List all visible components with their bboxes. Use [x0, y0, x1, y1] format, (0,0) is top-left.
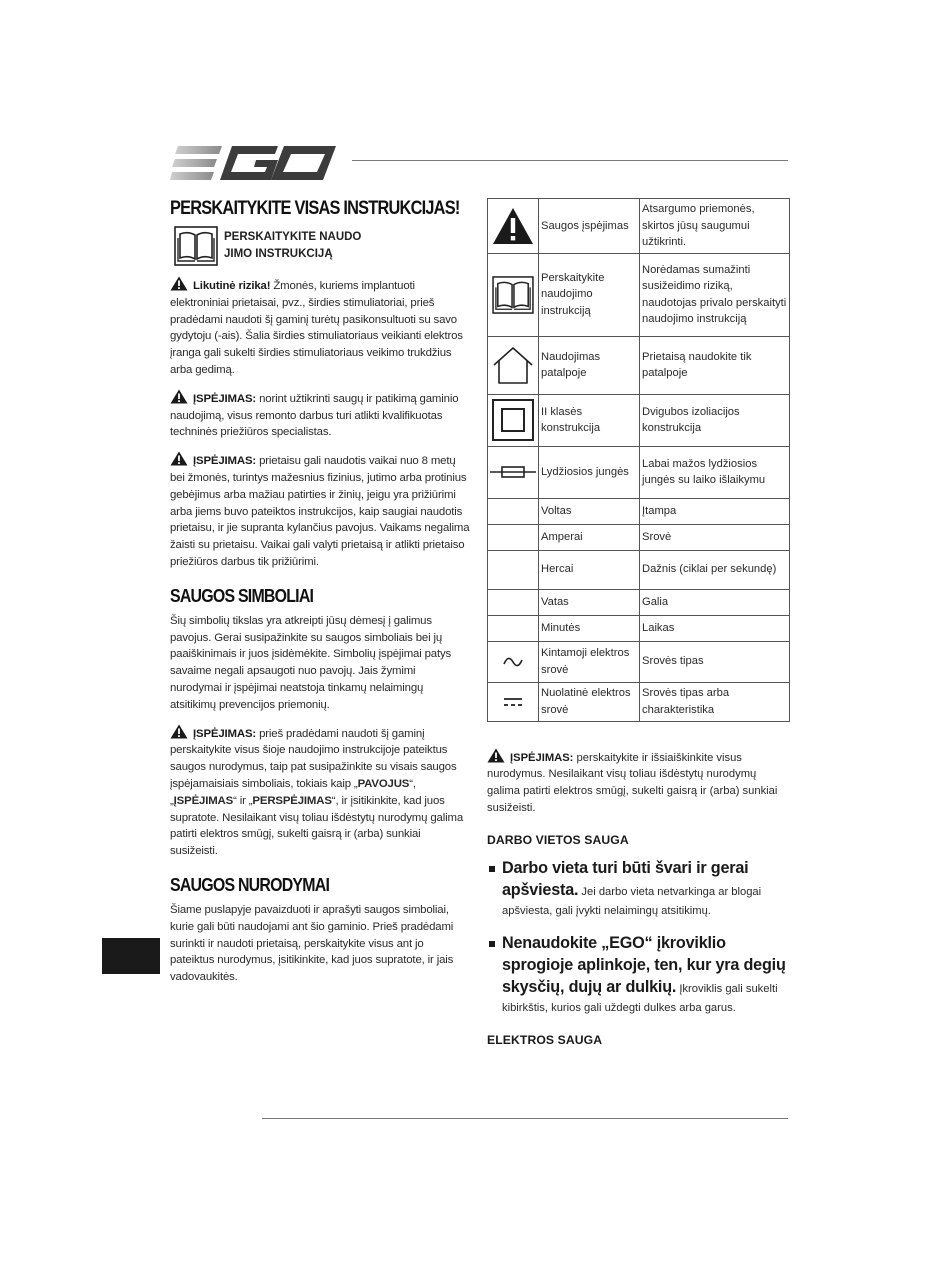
bullet-text: Įkroviklis gali sukelti kibirkštis, kurios gali uždegti dulkes arba garus.: [502, 982, 778, 1014]
table-row: [488, 498, 790, 524]
warning-read-all-text-a: prieš pradėdami naudoti šį gaminį perskaitykite visus šioje naudojimo instrukcijoje pateiktus saugos nurodymus, taip pat susipažinkite su visais saugos įspėjamaisiais simboliais, tokiais kaip „: [170, 727, 457, 790]
signal-word-warning: ĮSPĖJIMAS: [173, 794, 234, 807]
symbol-description: Labai mažos lydžiosios jungės su laiko išlaikymu: [640, 446, 790, 498]
symbol-cell: [488, 394, 539, 446]
symbol-cell: [488, 550, 539, 589]
warning-read-instructions-text: perskaitykite ir išsiaiškinkite visus nurodymus. Nesilaikant visų toliau išdėstytų nurodymų galima patirti elektros smūgį, sukelti gaisrą ir (arba) sunkiai susižeisti.: [487, 751, 778, 814]
warning-triangle-icon: [170, 389, 188, 404]
symbol-cell: [488, 524, 539, 550]
symbol-description: Prietaisą naudokite tik patalpoje: [640, 336, 790, 394]
residual-risk-text: Žmonės, kuriems implantuoti elektroniniai prietaisai, pvz., širdies stimuliatoriai, prieš pradėdami naudoti šį gaminį turėtų pasikonsultuoti su savo gydytoju (-ais). Šalia širdies stimuliatoriaus veikianti elektros įranga gali sukelti širdies stimuliatoriaus veikimo trukdžius arba gedimą.: [170, 280, 463, 376]
warning-repair-text: norint užtikrinti saugų ir patikimą gaminio naudojimą, visus remonto darbus turi atlikti kvalifikuotas techninės priežiūros specialistas.: [170, 392, 459, 439]
symbol-description: Srovės tipas: [640, 641, 790, 682]
open-book-icon: [174, 226, 218, 266]
symbol-description: Galia: [640, 589, 790, 615]
symbol-cell: [488, 336, 539, 394]
symbol-name: II klasės konstrukcija: [539, 394, 640, 446]
safety-symbols-paragraph: Šių simbolių tikslas yra atkreipti jūsų dėmesį į galimus pavojus. Gerai susipažinkite su saugos simboliais bei jų paaiškinimais ir juos įsidėmėkite. Simbolių įspėjimai patys savaime negali apsaugoti nuo pavojų. Jais žymimi nurodymai ir įspėjimai neatstoja tinkamų nelaimingų atsitikimų prevencijos priemonių.: [170, 614, 452, 711]
symbol-name: Nuolatinė elektros srovė: [539, 682, 640, 721]
symbol-description: Atsargumo priemonės, skirtos jūsų saugumui užtikrinti.: [640, 199, 790, 254]
list-item: [487, 932, 790, 1017]
symbol-cell: [488, 641, 539, 682]
symbol-name: Lydžiosios jungės: [539, 446, 640, 498]
symbol-name: Naudojimas patalpoje: [539, 336, 640, 394]
manual-text-line2: JIMO INSTRUKCIJĄ: [224, 248, 333, 260]
symbol-cell: [488, 446, 539, 498]
ego-logo: [170, 144, 338, 182]
table-row: [488, 446, 790, 498]
warning-children-text: prietaisu gali naudotis vaikai nuo 8 metų bei žmonės, turintys mažesnius fizinius, jutimo arba protinius gebėjimus arba mažiau patirties ir žinių, jeigu yra prižiūrimi arba jiems buvo pateiktos instrukcijos, kaip saugiai naudotis prietaisu, ir jie supranta kylančius pavojus. Vaikams negalima žaisti su prietaisu. Vaikai gali valyti prietaisą ir atlikti prietaiso priežiūros darbus tik prižiūrimi.: [170, 455, 470, 568]
symbol-cell: [488, 498, 539, 524]
double-square-icon: [491, 398, 535, 442]
warning-triangle-icon: [170, 276, 188, 291]
symbol-name: Kintamoji elektros srovė: [539, 641, 640, 682]
electrical-safety-heading: ELEKTROS SAUGA: [487, 1032, 603, 1047]
open-book-icon: [492, 276, 534, 314]
table-row: [488, 682, 790, 721]
safety-symbols-heading: SAUGOS SIMBOLIAI: [170, 584, 314, 606]
residual-risk-label: Likutinė rizika!: [193, 280, 271, 292]
symbol-name: Amperai: [539, 524, 640, 550]
symbol-description: Srovė: [640, 524, 790, 550]
warning-children-paragraph: [170, 451, 470, 571]
bullet-text: Jei darbo vieta netvarkinga ar blogai apšviesta, gali įvykti nelaimingų atsitikimų.: [502, 885, 762, 917]
symbol-description: Įtampa: [640, 498, 790, 524]
left-column: [170, 198, 470, 996]
signal-word-danger: PAVOJUS: [357, 777, 410, 790]
warning-read-instructions-paragraph: [487, 748, 790, 817]
table-row: [488, 336, 790, 394]
language-tab-marker: [102, 938, 160, 974]
table-row: [488, 253, 790, 336]
warning-triangle-icon: [487, 748, 505, 763]
workplace-safety-heading: DARBO VIETOS SAUGA: [487, 832, 629, 847]
bullet-marker: [489, 866, 495, 872]
table-row: [488, 641, 790, 682]
symbol-name: Vatas: [539, 589, 640, 615]
warning-read-all-text-d: “, ir įsitikinkite, kad juos supratote. Nesilaikant visų toliau išdėstytų nurodymų galima patirti elektros smūgį, sukelti gaisrą ir (arba) sunkiai susižeisti.: [170, 794, 464, 858]
manual-text-line1: PERSKAITYKITE NAUDO: [224, 231, 362, 243]
symbol-cell: [488, 253, 539, 336]
footer-rule: [262, 1118, 788, 1119]
symbols-table: [487, 198, 790, 722]
warning-triangle-icon: [170, 724, 188, 739]
read-manual-notice: [174, 226, 470, 266]
symbol-cell: [488, 589, 539, 615]
table-row: [488, 589, 790, 615]
warning-label: ĮSPĖJIMAS:: [193, 727, 257, 740]
symbol-name: Saugos įspėjimas: [539, 199, 640, 254]
warning-read-all-paragraph: [170, 724, 470, 860]
alternating-current-icon: [502, 656, 524, 668]
direct-current-icon: [502, 696, 524, 708]
bullet-heading: Nenaudokite „EGO“ įkroviklio sprogioje aplinkoje, ten, kur yra degių skysčių, dujų ar dulkių.: [502, 933, 786, 996]
table-row: [488, 550, 790, 589]
warning-repair-paragraph: [170, 389, 470, 441]
symbol-name: Perskaitykite naudojimo instrukciją: [539, 253, 640, 336]
symbol-description: Dažnis (ciklai per sekundę): [640, 550, 790, 589]
warning-read-all-text-b: “, „: [170, 777, 416, 807]
table-row: [488, 524, 790, 550]
bullet-heading: Darbo vieta turi būti švari ir gerai apšviesta.: [502, 858, 749, 899]
fuse-icon: [490, 465, 536, 479]
warning-label: ĮSPĖJIMAS:: [510, 751, 574, 764]
safety-instructions-heading: SAUGOS NURODYMAI: [170, 873, 330, 895]
symbol-name: Voltas: [539, 498, 640, 524]
symbol-cell: [488, 615, 539, 641]
right-column: [487, 198, 790, 1057]
symbol-cell: [488, 682, 539, 721]
warning-read-all-text-c: “ ir „: [233, 794, 253, 807]
house-icon: [491, 345, 535, 385]
safety-instructions-paragraph: Šiame puslapyje pavaizduoti ir aprašyti saugos simboliai, kurie gali būti naudojami ant šio gaminio. Prieš pradėdami surinkti ir naudoti prietaisą, perskaitykite visus ant jo pateiktus nurodymus, įsitikinkite, kad juos supratote, ir jais vadovaukitės.: [170, 903, 454, 984]
symbol-cell: [488, 199, 539, 254]
symbol-name: Hercai: [539, 550, 640, 589]
symbol-name: Minutės: [539, 615, 640, 641]
table-row: [488, 199, 790, 254]
warning-triangle-icon: [491, 206, 535, 246]
symbol-description: Laikas: [640, 615, 790, 641]
list-item: [487, 857, 790, 920]
main-title: PERSKAITYKITE VISAS INSTRUKCIJAS!: [170, 198, 460, 219]
warning-label: ĮSPĖJIMAS:: [193, 392, 257, 405]
warning-label: ĮSPĖJIMAS:: [193, 455, 257, 468]
table-row: [488, 615, 790, 641]
symbol-description: Norėdamas sumažinti susižeidimo riziką, naudotojas privalo perskaityti naudojimo instrukciją: [640, 253, 790, 336]
symbol-description: Dvigubos izoliacijos konstrukcija: [640, 394, 790, 446]
residual-risk-paragraph: [170, 276, 470, 379]
bullet-marker: [489, 941, 495, 947]
header-rule: [352, 160, 788, 161]
warning-triangle-icon: [170, 451, 188, 466]
table-row: [488, 394, 790, 446]
symbol-description: Srovės tipas arba charakteristika: [640, 682, 790, 721]
signal-word-caution: PERSPĖJIMAS: [252, 794, 332, 807]
